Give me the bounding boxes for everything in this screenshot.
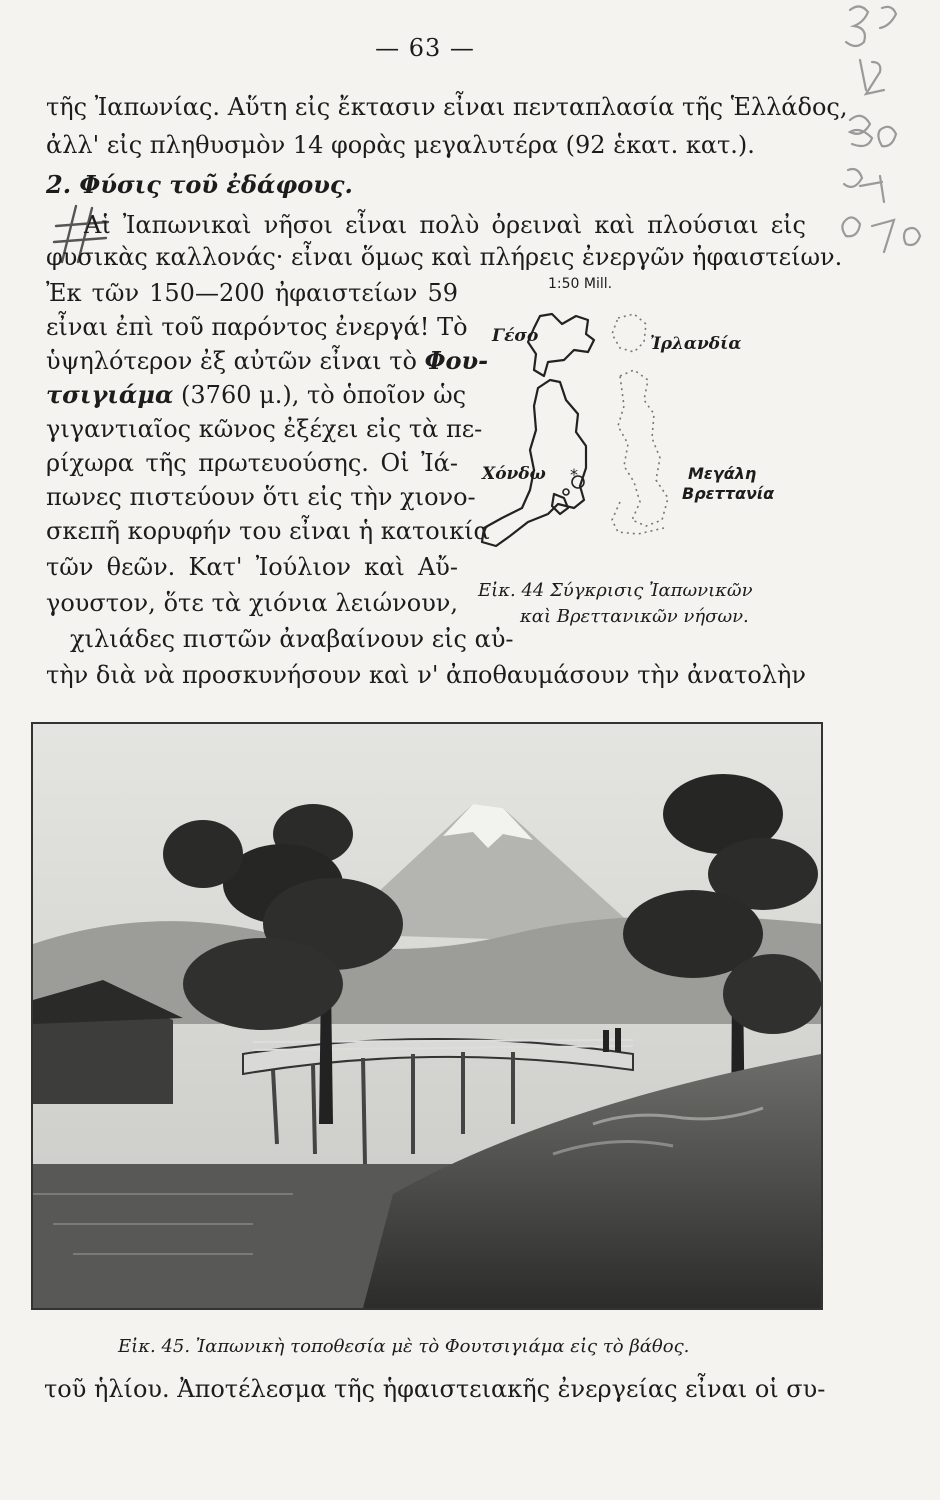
photo-illustration [33,724,821,1308]
page-number: — 63 — [375,34,475,62]
text-line: τοῦ ἡλίου. Ἀποτέλεσμα τῆς ἡφαιστειακῆς ἐνεργείας εἶναι οἱ συ- [44,1375,826,1403]
volcano-name: τσιγιάμα [46,380,174,409]
text-line: πωνες πιστεύουν ὅτι εἰς τὴν χιονο- [46,483,476,511]
text-line: χιλιάδες πιστῶν ἀναβαίνουν εἰς αὐ- [70,625,514,653]
text-line: ἀλλ' εἰς πληθυσμὸν 14 φορὰς μεγαλυτέρα (92 ἑκατ. κατ.). [46,131,755,159]
text-line [46,346,489,376]
photo-caption: Εἰκ. 45. Ἰαπωνικὴ τοποθεσία μὲ τὸ Φουτσιγιάμα εἰς τὸ βάθος. [118,1336,690,1357]
text-line: τῆς Ἰαπωνίας. Αὕτη εἰς ἔκτασιν εἶναι πενταπλασία τῆς Ἑλλάδος, [46,93,848,121]
svg-text:*: * [570,465,578,484]
text-line: εἶναι ἐπὶ τοῦ παρόντος ἐνεργά! Τὸ [46,313,468,341]
text-line: φυσικὰς καλλονάς· εἶναι ὅμως καὶ πλήρεις ἐνεργῶν ἠφαιστείων. [46,243,843,271]
photo-japanese-landscape [31,722,823,1310]
text-span: (3760 μ.), τὸ ὁποῖον ὡς [173,381,467,409]
text-line: ρίχωρα τῆς πρωτευούσης. Οἱ Ἰά- [46,449,458,477]
volcano-name: Φου- [424,346,489,375]
text-line: τῶν θεῶν. Κατ' Ἰούλιον καὶ Αὔ- [46,553,458,581]
section-heading: 2. Φύσις τοῦ ἐδάφους. [46,170,353,199]
map-label-great-britain-2: Βρεττανία [682,484,775,503]
pencil-margin-notes [820,0,940,260]
text-line: γουστον, ὅτε τὰ χιόνια λειώνουν, [46,589,458,617]
map-label-ireland: Ἰρλανδία [650,334,742,354]
text-span: ὑψηλότερον ἐξ αὐτῶν εἶναι τὸ [46,347,425,375]
map-figure [470,276,810,627]
map-label-yeso: Γέσο [492,326,539,346]
map-caption-line2: καὶ Βρεττανικῶν νήσων. [520,606,749,627]
text-line: Ἐκ τῶν 150—200 ἠφαιστείων 59 [46,279,458,307]
map-label-great-britain-1: Μεγάλη [688,464,757,483]
text-line: σκεπῆ κορυφήν του εἶναι ἡ κατοικία [46,517,490,545]
text-line [46,380,467,410]
text-line: τὴν διὰ νὰ προσκυνήσουν καὶ ν' ἀποθαυμάσουν τὴν ἀνατολὴν [46,661,806,689]
map-scale-label: 1:50 Mill. [548,276,613,292]
map-caption-line1: Εἰκ. 44 Σύγκρισις Ἰαπωνικῶν [478,580,753,601]
map-label-hondo: Χόνδω [482,464,546,484]
text-line: γιγαντιαῖος κῶνος ἐξέχει εἰς τὰ πε- [46,415,483,443]
text-line: Αἱ Ἰαπωνικαὶ νῆσοι εἶναι πολὺ ὀρειναὶ καὶ πλούσιαι εἰς [84,211,806,239]
